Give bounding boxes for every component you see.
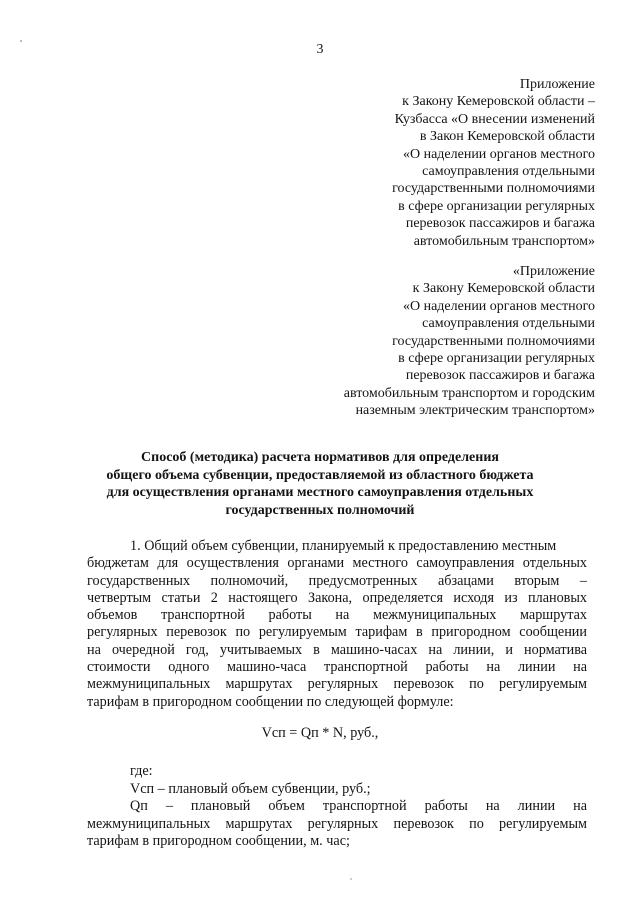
definition-line: межмуниципальных маршрутах регулярных перевозок по регулируемым	[87, 815, 587, 832]
annex-line: «О наделении органов местного	[402, 146, 595, 162]
annex-line: Приложение	[519, 77, 595, 92]
paragraph-line: объемов транспортной работы на межмуниципальных маршрутах	[87, 607, 587, 624]
scan-speck	[350, 878, 352, 880]
annex-line: самоуправления отдельными	[422, 164, 595, 180]
definition-line: Qп – плановый объем транспортной работы на линии на	[130, 798, 587, 815]
page-number: 3	[316, 42, 324, 57]
annex-line: перевозок пассажиров и багажа	[405, 368, 595, 384]
annex-line: наземным электрическим транспортом»	[355, 403, 595, 419]
annex-header-original-law	[344, 263, 595, 420]
annex-line: в сфере организации регулярных	[398, 198, 595, 214]
definitions	[87, 781, 587, 850]
annex-line: перевозок пассажиров и багажа	[405, 216, 595, 232]
paragraph-line: межмуниципальных маршрутах регулярных перевозок по регулируемым	[87, 676, 587, 693]
annex-line: государственными полномочиями	[392, 181, 595, 197]
annex-header-amendment	[392, 76, 595, 250]
paragraph-line: регулярных перевозок по регулируемым тарифам в пригородном сообщении	[87, 624, 587, 641]
annex-line: самоуправления отдельными	[422, 316, 595, 332]
paragraph-1	[87, 538, 587, 711]
formula: Vсп = Qп * N, руб.,	[261, 725, 379, 741]
paragraph-line: четвертым статьи 2 настоящего Закона, определяется исходя из плановых	[87, 589, 587, 606]
paragraph-line: 1. Общий объем субвенции, планируемый к предоставлению местным	[130, 538, 557, 554]
annex-line: «Приложение	[512, 264, 595, 279]
annex-line: автомобильным транспортом и городским	[343, 385, 595, 401]
where-label: где:	[130, 763, 153, 779]
title-line: Способ (методика) расчета нормативов для определения	[141, 450, 499, 465]
title-line: общего объема субвенции, предоставляемой из областного бюджета	[106, 467, 534, 483]
annex-line: государственными полномочиями	[392, 333, 595, 349]
document-title	[0, 449, 640, 519]
paragraph-line: государственных полномочий, предусмотренных абзацами вторым –	[87, 572, 587, 589]
paragraph-line: бюджетам для осуществления органами местного самоуправления отдельных	[87, 555, 587, 572]
paragraph-line: стоимости одного машино-часа транспортной работы на линии на	[87, 659, 587, 676]
paragraph-line: тарифам в пригородном сообщении по следующей формуле:	[87, 693, 454, 710]
annex-line: Кузбасса «О внесении изменений	[394, 111, 595, 127]
paragraph-line: на очередной год, учитываемых в машино-часах на линии, и норматива	[87, 641, 587, 658]
annex-line: к Закону Кемеровской области	[412, 281, 595, 297]
title-line: для осуществления органами местного самоуправления отдельных	[106, 485, 534, 500]
title-line: государственных полномочий	[225, 502, 415, 518]
annex-line: автомобильным транспортом»	[413, 233, 595, 249]
annex-line: «О наделении органов местного	[402, 298, 595, 314]
annex-line: в сфере организации регулярных	[398, 351, 595, 367]
definition-line: тарифам в пригородном сообщении, м. час;	[87, 832, 350, 849]
annex-line: к Закону Кемеровской области –	[402, 94, 595, 110]
annex-line: в Закон Кемеровской области	[419, 129, 595, 145]
definition-line: Vсп – плановый объем субвенции, руб.;	[130, 781, 371, 797]
